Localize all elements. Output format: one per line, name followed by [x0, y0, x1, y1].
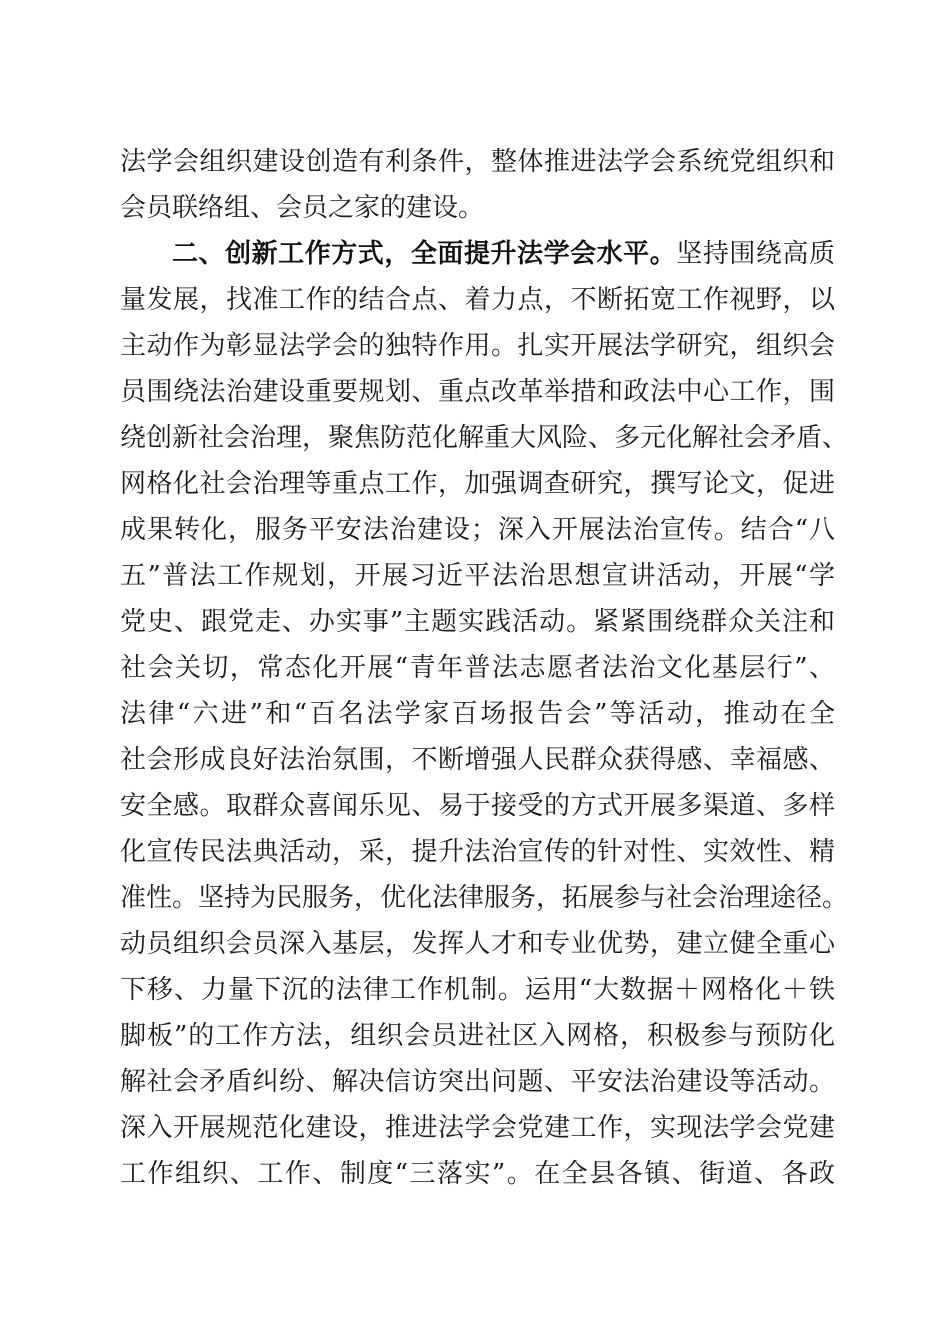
text-line: 五”普法工作规划，开展习近平法治思想宣讲活动，开展“学 — [120, 561, 835, 591]
text-line: 动员组织会员深入基层，发挥人才和专业优势，建立健全重心 — [120, 929, 835, 959]
section-heading-line — [120, 231, 835, 277]
body-text — [120, 139, 849, 1197]
text-line: 下移、力量下沉的法律工作机制。运用“大数据＋网格化＋铁 — [120, 975, 835, 1005]
text-line: 会员联络组、会员之家的建设。 — [120, 193, 485, 223]
text-line: 员围绕法治建设重要规划、重点改革举措和政法中心工作，围 — [120, 377, 835, 407]
text-line: 法律“六进”和“百名法学家百场报告会”等活动，推动在全 — [120, 699, 835, 729]
text-line: 化宣传民法典活动，采，提升法治宣传的针对性、实效性、精 — [120, 837, 835, 867]
text-line: 工作组织、工作、制度“三落实”。在全县各镇、街道、各政 — [120, 1159, 835, 1189]
text-line: 法学会组织建设创造有利条件，整体推进法学会系统党组织和 — [120, 147, 835, 177]
text-line: 安全感。取群众喜闻乐见、易于接受的方式开展多渠道、多样 — [120, 791, 835, 821]
text-line: 解社会矛盾纠纷、解决信访突出问题、平安法治建设等活动。 — [120, 1067, 835, 1097]
text-line: 网格化社会治理等重点工作，加强调查研究，撰写论文，促进 — [120, 469, 835, 499]
text-line: 社会关切，常态化开展“青年普法志愿者法治文化基层行”、 — [120, 653, 835, 683]
text-line: 社会形成良好法治氛围，不断增强人民群众获得感、幸福感、 — [120, 745, 835, 775]
heading-tail-text: 坚持围绕高质 — [676, 239, 835, 269]
text-line: 成果转化，服务平安法治建设；深入开展法治宣传。结合“八 — [120, 515, 835, 545]
text-line: 绕创新社会治理，聚焦防范化解重大风险、多元化解社会矛盾、 — [120, 423, 849, 453]
text-line: 深入开展规范化建设，推进法学会党建工作，实现法学会党建 — [120, 1113, 835, 1143]
section-heading: 二、创新工作方式，全面提升法学会水平。 — [172, 239, 677, 269]
text-line: 主动作为彰显法学会的独特作用。扎实开展法学研究，组织会 — [120, 331, 835, 361]
text-line: 准性。坚持为民服务，优化法律服务，拓展参与社会治理途径。 — [120, 883, 849, 913]
text-line: 党史、跟党走、办实事”主题实践活动。紧紧围绕群众关注和 — [120, 607, 835, 637]
text-line: 脚板”的工作方法，组织会员进社区入网格，积极参与预防化 — [120, 1021, 835, 1051]
text-line: 量发展，找准工作的结合点、着力点，不断拓宽工作视野，以 — [120, 285, 835, 315]
